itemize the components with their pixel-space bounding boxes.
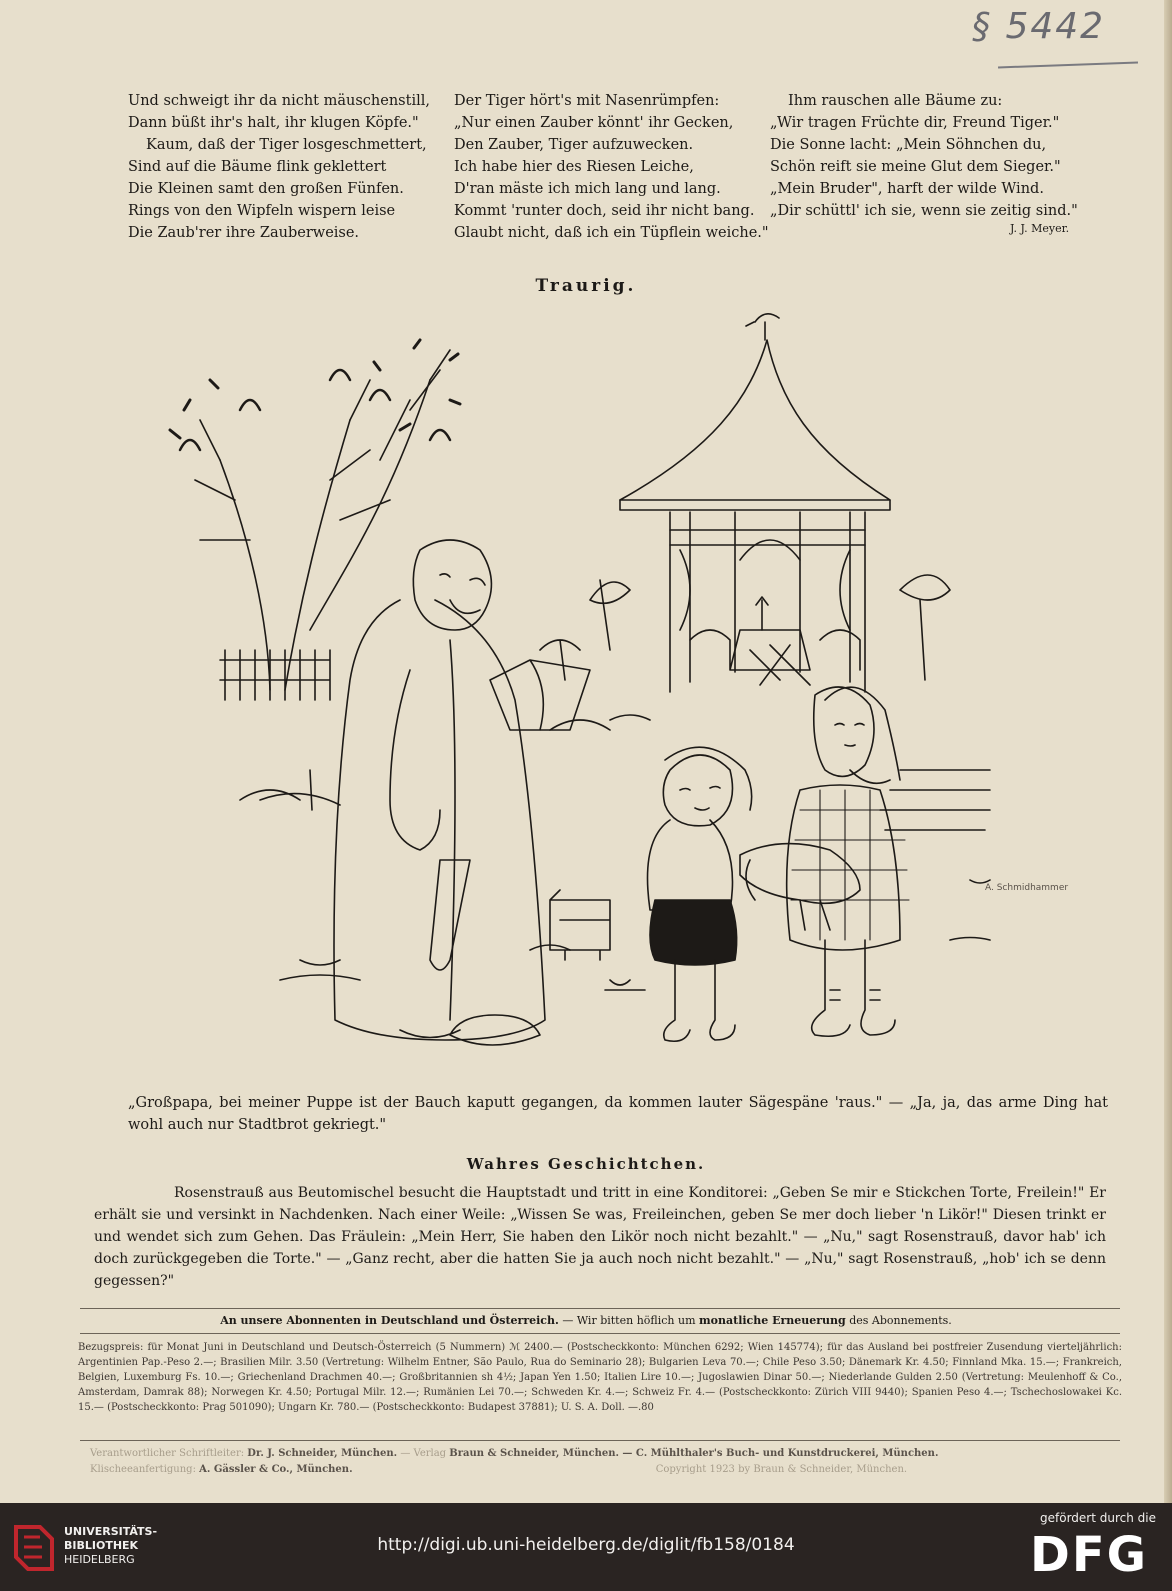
library-line-1: UNIVERSITÄTS- — [64, 1525, 158, 1538]
library-line-2: BIBLIOTHEK — [64, 1539, 139, 1552]
publication-credits — [90, 1446, 1100, 1478]
poem-column-2 — [454, 90, 769, 244]
notice-lead: An unsere Abonnenten in Deutschland und Österreich. — [220, 1314, 559, 1327]
poem-line: „Mein Bruder", harft der wilde Wind. — [770, 181, 1044, 197]
poem-column-3 — [770, 90, 1078, 222]
poem-line: Kaum, daß der Tiger losgeschmettert, — [146, 137, 427, 153]
gazebo — [620, 314, 890, 692]
catalog-number: § 5442 — [972, 6, 1106, 47]
poem-line: Der Tiger hört's mit Nasenrümpfen: — [454, 93, 720, 109]
publisher-name: Braun & Schneider, München. — [449, 1448, 619, 1459]
cartoon-caption: „Großpapa, bei meiner Puppe ist der Bauch kaputt gegangen, da kommen lauter Sägespäne 'raus." — „Ja, ja, das arme Ding hat wohl auch nur Stadtbrot gekriegt." — [128, 1095, 1108, 1133]
editor-label: Verantwortlicher Schriftleiter: — [90, 1448, 245, 1459]
subscription-prices: Bezugspreis: für Monat Juni in Deutschland und Deutsch-Österreich (5 Nummern) ℳ 2400.— (Postscheckkonto: München 6292; Wien 145774); für das Ausland bei postfreier Zusendung vierteljährlich: Argentinien Pap.-Peso 2.—; Brasilien Milr. 3.50 (Vertretung: Wilhelm Entner, São Paulo, Rua do Seminario 28); Bulgarien Leva 70.—; Chile Peso 3.50; Dänemark Kr. 4.50; Finnland Mka. 15.—; Frankreich, Belgien, Luxemburg Fs. 10.—; Griechenland Drachmen 40.—; Großbritannien sh 4½; Japan Yen 1.50; Italien Lire 10.—; Jugoslawien Dinar 50.—; Niederlande Gulden 2.50 (Vertretung: Meulenhoff & Co., Amsterdam, Damrak 88); Norwegen Kr. 4.50; Portugal Milr. 12.—; Rumänien Lei 70.—; Schweden Kr. 4.—; Schweiz Fr. 4.— (Postscheckkonto: Zürich VIII 9440); Spanien Peso 4.—; Tschechoslowakei Kc. 15.— (Postscheckkonto: Prag 501090); Ungarn Kr. 780.— (Postscheckkonto: Budapest 37881); U. S. A. Doll. —.80 — [78, 1342, 1122, 1413]
funded-by-label: gefördert durch die — [1040, 1511, 1156, 1525]
poem-column-1 — [128, 90, 430, 244]
library-line-3: HEIDELBERG — [64, 1553, 135, 1566]
poem-line: Die Zaub'rer ihre Zauberweise. — [128, 225, 360, 241]
poem-line: Sind auf die Bäume flink geklettert — [128, 159, 387, 175]
copyright-note: Copyright 1923 by Braun & Schneider, München. — [655, 1464, 908, 1475]
divider-bottom — [80, 1440, 1120, 1441]
cliches-label: Klischeeanfertigung: — [90, 1464, 196, 1475]
editor-name: Dr. J. Schneider, München. — [247, 1448, 398, 1459]
subscriber-notice — [0, 1314, 1172, 1327]
printer-name: — C. Mühlthaler's Buch- und Kunstdruckerei, München. — [618, 1448, 939, 1459]
notice-emphasis: monatliche Erneuerung — [699, 1314, 846, 1327]
poem-line: Ich habe hier des Riesen Leiche, — [454, 159, 694, 175]
poem-line: Dann büßt ihr's halt, ihr klugen Köpfe." — [128, 115, 419, 131]
poem-line: „Dir schüttl' ich sie, wenn sie zeitig sind." — [770, 203, 1078, 219]
story-text: Rosenstrauß aus Beutomischel besucht die Hauptstadt und tritt in eine Konditorei: „Geben Se mir e Stickchen Torte, Freilein!" Er erhält sie und versinkt in Nachdenken. Nach einer Weile: „Wissen Se was, Freileinchen, geben Se mer doch lieber 'n Likör!" Diesen trinkt er und wendet sich zum Gehen. Das Fräulein: „Mein Herr, Sie haben den Likör noch nicht bezahlt." — „Nu," sagt Rosenstrauß, davor hab' ich doch zurückgegeben die Torte." — „Ganz recht, aber die hatten Sie ja auch noch nicht bezahlt." — „Nu," sagt Rosenstrauß, „hob' ich se denn gegessen?" — [94, 1185, 1106, 1289]
poem-line: Glaubt nicht, daß ich ein Tüpflein weiche." — [454, 225, 769, 241]
poem-line: D'ran mäste ich mich lang und lang. — [454, 181, 721, 197]
permalink-url[interactable]: http://digi.ub.uni-heidelberg.de/diglit/fb158/0184 — [377, 1535, 795, 1555]
digitization-footer — [0, 1503, 1172, 1591]
dfg-logo: DFG — [1030, 1527, 1149, 1583]
divider-top — [80, 1308, 1120, 1309]
poem-line: Und schweigt ihr da nicht mäuschenstill, — [128, 93, 430, 109]
poem-line: Kommt 'runter doch, seid ihr nicht bang. — [454, 203, 755, 219]
poem-line: Ihm rauschen alle Bäume zu: — [788, 93, 1003, 109]
cartoon-title: Traurig. — [535, 276, 637, 296]
cartoon-illustration — [150, 300, 1110, 1070]
small-child-figure — [648, 747, 752, 1041]
poem-line: Schön reift sie meine Glut dem Sieger." — [770, 159, 1061, 175]
garden-shrubs — [240, 575, 990, 990]
notice-middle: — Wir bitten höflich um — [558, 1314, 700, 1327]
poem-line: „Nur einen Zauber könnt' ihr Gecken, — [454, 115, 734, 131]
poem-author: J. J. Meyer. — [1010, 222, 1070, 235]
poem-line: „Wir tragen Früchte dir, Freund Tiger." — [770, 115, 1060, 131]
poem-line: Die Kleinen samt den großen Fünfen. — [128, 181, 404, 197]
poem-line: Den Zauber, Tiger aufzuwecken. — [454, 137, 694, 153]
artist-signature: A. Schmidhammer — [985, 883, 1069, 893]
publisher-label: — Verlag — [397, 1448, 450, 1459]
notice-tail: des Abonnements. — [845, 1314, 952, 1327]
poem-line: Die Sonne lacht: „Mein Söhnchen du, — [770, 137, 1047, 153]
grandfather-figure — [334, 540, 590, 1045]
birch-trees — [170, 340, 460, 700]
girl-with-doll-figure — [740, 687, 909, 1036]
story-title: Wahres Geschichtchen. — [466, 1155, 706, 1173]
cliches-name: A. Gässler & Co., München. — [199, 1464, 353, 1475]
poem-line: Rings von den Wipfeln wispern leise — [128, 203, 396, 219]
divider-notice — [80, 1333, 1120, 1334]
